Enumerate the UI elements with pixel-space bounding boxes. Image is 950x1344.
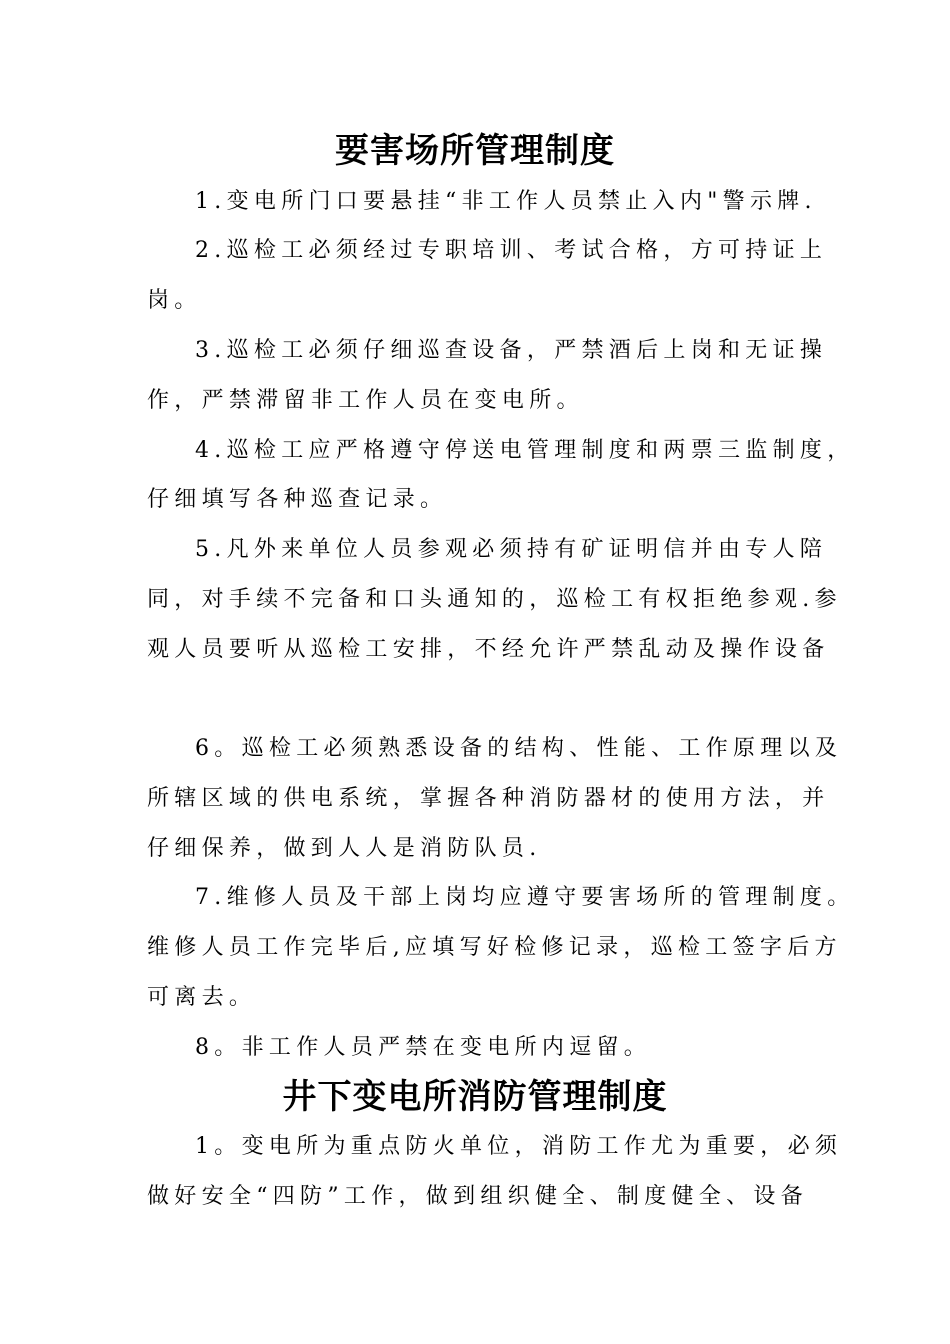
paragraph-line: 观人员要听从巡检工安排，不经允许严禁乱动及操作设备 [147, 637, 830, 662]
paragraph-line: 仔细填写各种巡查记录。 [147, 487, 448, 512]
paragraph-line: 做好安全“四防”工作，做到组织健全、制度健全、设备 [147, 1184, 808, 1209]
paragraph-line: 所辖区域的供电系统，掌握各种消防器材的使用方法，并 [147, 786, 830, 811]
paragraph-line: 6。巡检工必须熟悉设备的结构、性能、工作原理以及 [195, 736, 843, 761]
section-1-title: 要害场所管理制度 [335, 131, 615, 171]
paragraph-line: 作，严禁滞留非工作人员在变电所。 [147, 388, 584, 413]
paragraph-line: 可离去。 [147, 985, 257, 1010]
paragraph-line: 8。非工作人员严禁在变电所内逗留。 [195, 1035, 652, 1060]
paragraph-line: 4.巡检工应严格遵守停送电管理制度和两票三监制度， [195, 438, 855, 463]
paragraph-line: 7.维修人员及干部上岗均应遵守要害场所的管理制度。 [195, 885, 855, 910]
paragraph-line: 同，对手续不完备和口头通知的，巡检工有权拒绝参观.参 [147, 587, 842, 612]
paragraph-line: 5.凡外来单位人员参观必须持有矿证明信并由专人陪 [195, 537, 828, 562]
paragraph-line: 仔细保养，做到人人是消防队员. [147, 836, 542, 861]
paragraph-line: 维修人员工作完毕后,应填写好检修记录，巡检工签字后方 [147, 935, 842, 960]
paragraph-line: 1。变电所为重点防火单位，消防工作尤为重要，必须 [195, 1134, 843, 1159]
paragraph-line: 1.变电所门口要悬挂“非工作人员禁止入内"警示牌. [195, 189, 817, 214]
section-2-title: 井下变电所消防管理制度 [282, 1077, 668, 1117]
paragraph-line: 2.巡检工必须经过专职培训、考试合格，方可持证上 [195, 238, 828, 263]
paragraph-line: 3.巡检工必须仔细巡查设备，严禁酒后上岗和无证操 [195, 338, 828, 363]
paragraph-line: 岗。 [147, 288, 202, 313]
